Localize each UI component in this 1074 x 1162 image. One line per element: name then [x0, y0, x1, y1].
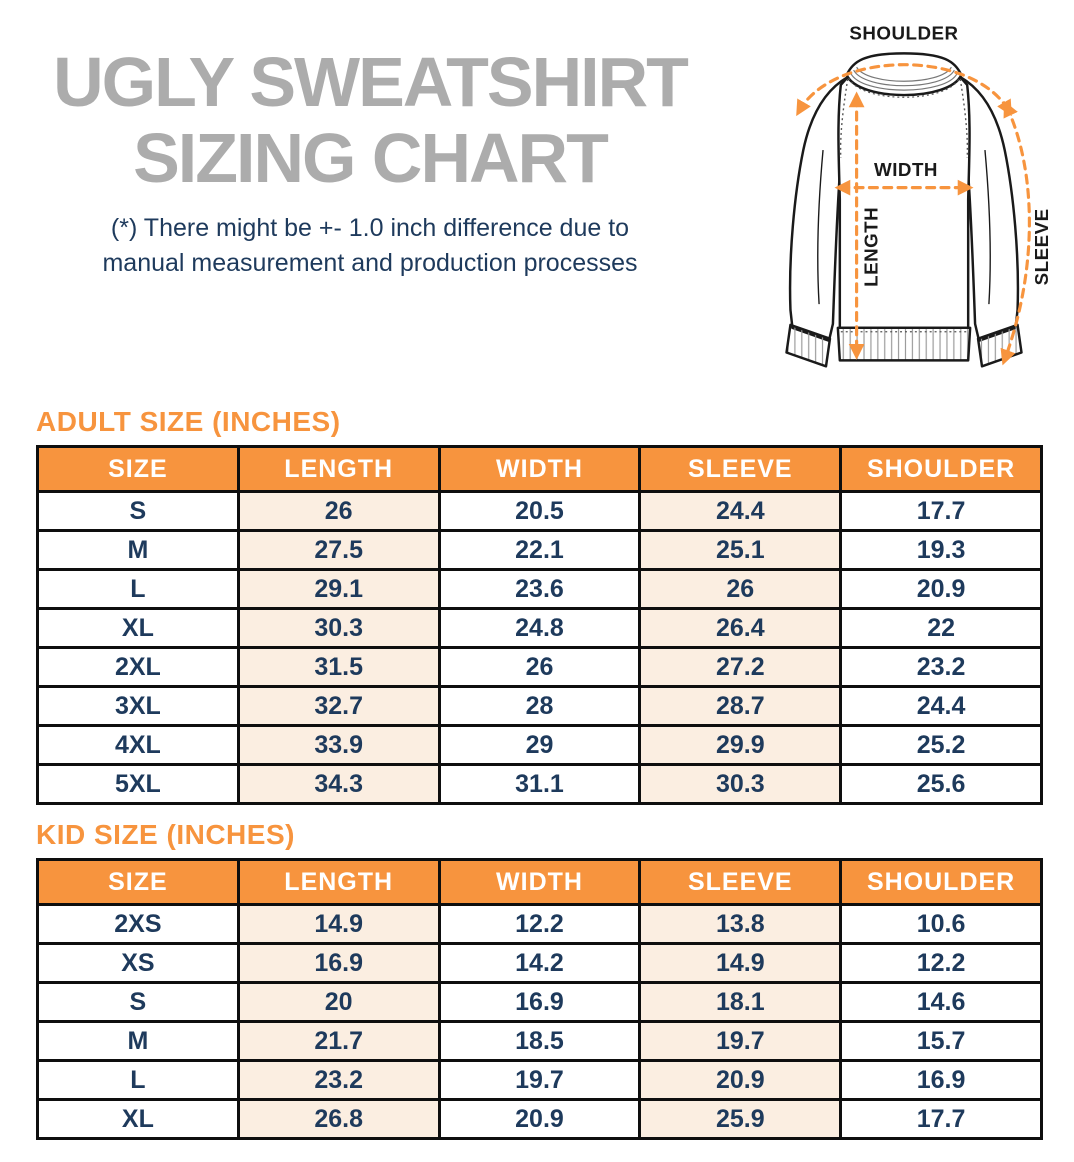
size-cell: 2XL [38, 648, 239, 687]
length-cell: 16.9 [238, 944, 439, 983]
length-cell: 23.2 [238, 1061, 439, 1100]
table-row [38, 1061, 1042, 1100]
column-header-shoulder: SHOULDER [841, 447, 1042, 492]
table-row [38, 687, 1042, 726]
column-header-sleeve: SLEEVE [640, 860, 841, 905]
size-cell: 2XS [38, 905, 239, 944]
length-cell: 21.7 [238, 1022, 439, 1061]
size-cell: XL [38, 609, 239, 648]
shoulder-cell: 12.2 [841, 944, 1042, 983]
table-row [38, 905, 1042, 944]
table-row [38, 1100, 1042, 1139]
sleeve-cell: 28.7 [640, 687, 841, 726]
disclaimer-line1: (*) There might be +- 1.0 inch difference due to [110, 213, 630, 242]
length-cell: 20 [238, 983, 439, 1022]
length-cell: 26.8 [238, 1100, 439, 1139]
sleeve-cell: 18.1 [640, 983, 841, 1022]
table-row [38, 648, 1042, 687]
page-title-line2: SIZING CHART [133, 119, 607, 198]
shoulder-cell: 24.4 [841, 687, 1042, 726]
sleeve-cell: 30.3 [640, 765, 841, 804]
length-cell: 26 [238, 492, 439, 531]
column-header-length: LENGTH [238, 860, 439, 905]
page-title-line1: UGLY SWEATSHIRT [53, 43, 687, 121]
sleeve-cell: 13.8 [640, 905, 841, 944]
length-cell: 30.3 [238, 609, 439, 648]
table-row [38, 983, 1042, 1022]
sleeve-cell: 26.4 [640, 609, 841, 648]
adult-size-title: ADULT SIZE (INCHES) [36, 406, 341, 437]
table-row [38, 492, 1042, 531]
shoulder-cell: 17.7 [841, 492, 1042, 531]
shoulder-cell: 16.9 [841, 1061, 1042, 1100]
length-cell: 14.9 [238, 905, 439, 944]
kid-header-row [38, 860, 1042, 905]
shoulder-cell: 22 [841, 609, 1042, 648]
size-cell: 5XL [38, 765, 239, 804]
sleeve-cell: 19.7 [640, 1022, 841, 1061]
shoulder-cell: 15.7 [841, 1022, 1042, 1061]
width-cell: 26 [439, 648, 640, 687]
table-row [38, 609, 1042, 648]
shoulder-cell: 25.2 [841, 726, 1042, 765]
sleeve-cell: 20.9 [640, 1061, 841, 1100]
title-block [20, 44, 720, 282]
width-cell: 22.1 [439, 531, 640, 570]
table-row [38, 726, 1042, 765]
sleeve-cell: 14.9 [640, 944, 841, 983]
size-cell: L [38, 570, 239, 609]
length-cell: 29.1 [238, 570, 439, 609]
sleeve-label: SLEEVE [1031, 208, 1053, 286]
size-cell: XL [38, 1100, 239, 1139]
width-cell: 28 [439, 687, 640, 726]
sleeve-cell: 25.9 [640, 1100, 841, 1139]
header-section [0, 0, 1074, 392]
width-cell: 29 [439, 726, 640, 765]
width-cell: 20.5 [439, 492, 640, 531]
shoulder-cell: 23.2 [841, 648, 1042, 687]
column-header-width: WIDTH [439, 447, 640, 492]
length-cell: 34.3 [238, 765, 439, 804]
length-cell: 32.7 [238, 687, 439, 726]
sleeve-cell: 24.4 [640, 492, 841, 531]
table-row [38, 765, 1042, 804]
width-cell: 23.6 [439, 570, 640, 609]
sweatshirt-measurement-diagram [734, 2, 1074, 392]
shoulder-cell: 17.7 [841, 1100, 1042, 1139]
size-cell: XS [38, 944, 239, 983]
shoulder-cell: 25.6 [841, 765, 1042, 804]
table-row [38, 944, 1042, 983]
sleeve-cell: 26 [640, 570, 841, 609]
column-header-shoulder: SHOULDER [841, 860, 1042, 905]
page-title [20, 44, 720, 197]
size-cell: M [38, 1022, 239, 1061]
length-cell: 33.9 [238, 726, 439, 765]
width-cell: 31.1 [439, 765, 640, 804]
shoulder-cell: 20.9 [841, 570, 1042, 609]
adult-header-row [38, 447, 1042, 492]
width-cell: 18.5 [439, 1022, 640, 1061]
shoulder-label: SHOULDER [849, 22, 959, 44]
column-header-length: LENGTH [238, 447, 439, 492]
length-label: LENGTH [860, 206, 882, 287]
size-cell: S [38, 983, 239, 1022]
size-cell: L [38, 1061, 239, 1100]
column-header-size: SIZE [38, 860, 239, 905]
width-label: WIDTH [874, 158, 938, 180]
shoulder-cell: 14.6 [841, 983, 1042, 1022]
column-header-size: SIZE [38, 447, 239, 492]
shoulder-cell: 10.6 [841, 905, 1042, 944]
adult-size-section [0, 406, 1074, 805]
disclaimer-text [20, 211, 720, 282]
kid-size-section [0, 819, 1074, 1140]
width-cell: 12.2 [439, 905, 640, 944]
length-cell: 27.5 [238, 531, 439, 570]
column-header-width: WIDTH [439, 860, 640, 905]
table-row [38, 531, 1042, 570]
size-cell: 3XL [38, 687, 239, 726]
width-cell: 19.7 [439, 1061, 640, 1100]
disclaimer-line2: manual measurement and production processes [102, 249, 638, 278]
size-cell: M [38, 531, 239, 570]
width-cell: 16.9 [439, 983, 640, 1022]
table-row [38, 570, 1042, 609]
width-cell: 20.9 [439, 1100, 640, 1139]
table-row [38, 1022, 1042, 1061]
size-cell: 4XL [38, 726, 239, 765]
adult-size-table [36, 445, 1043, 805]
size-cell: S [38, 492, 239, 531]
sleeve-cell: 25.1 [640, 531, 841, 570]
kid-size-title: KID SIZE (INCHES) [36, 819, 295, 850]
sleeve-cell: 27.2 [640, 648, 841, 687]
sleeve-cell: 29.9 [640, 726, 841, 765]
width-cell: 24.8 [439, 609, 640, 648]
kid-size-table [36, 858, 1043, 1140]
column-header-sleeve: SLEEVE [640, 447, 841, 492]
length-cell: 31.5 [238, 648, 439, 687]
sweatshirt-diagram-icon [734, 2, 1074, 392]
width-cell: 14.2 [439, 944, 640, 983]
shoulder-cell: 19.3 [841, 531, 1042, 570]
